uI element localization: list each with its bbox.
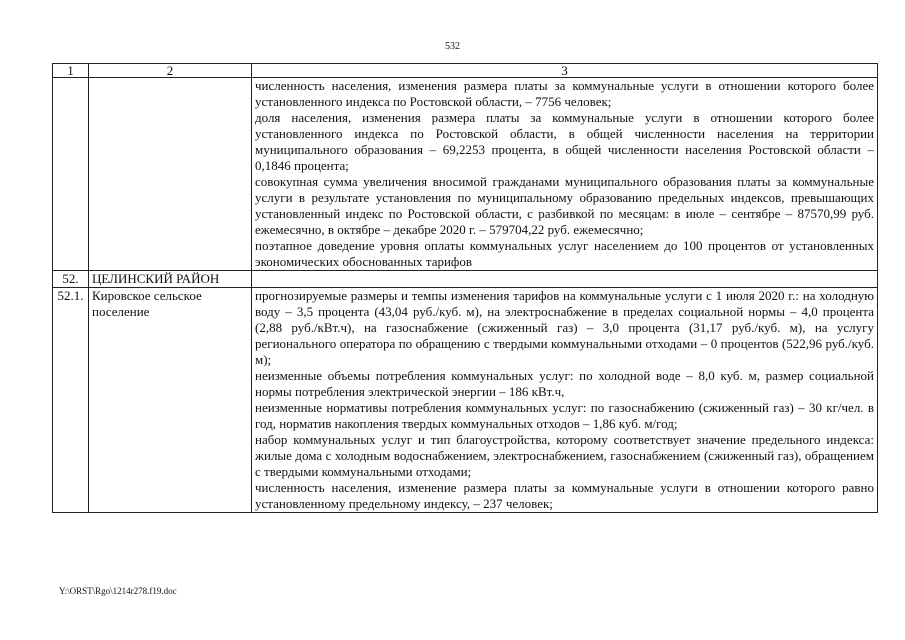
- paragraph: поэтапное доведение уровня оплаты коммунальных услуг населением до 100 процентов от установленных экономических обоснованных тарифов: [255, 238, 874, 269]
- paragraph: прогнозируемые размеры и темпы изменения тарифов на коммунальные услуги с 1 июля 2020 г.: на холодную воду – 3,5 процента (43,04 руб./куб. м), на электроснабжение в пределах социальной нормы – 4,0 процента (2,88 руб./кВт.ч), на газоснабжение (сжиженный газ) – 3,0 процента (31,17 руб./куб. м), на услугу регионального оператора по обращению с твердыми коммунальными отходами – 0 процентов (522,96 руб./куб. м);: [255, 288, 874, 367]
- settlement-name-cell: Кировское сельское поселение: [89, 288, 252, 513]
- row-number-cell: [53, 78, 89, 271]
- page-number: 532: [445, 41, 460, 52]
- column-header-2: 2: [89, 64, 252, 78]
- tariff-table: [52, 63, 878, 513]
- district-text-cell: [252, 271, 878, 288]
- district-number-cell: 52.: [53, 271, 89, 288]
- table-row-district: [53, 271, 878, 288]
- paragraph: неизменные нормативы потребления коммунальных услуг: по газоснабжению (сжиженный газ) – 30 кг/чел. в год, норматив накопления твердых коммунальных отходов – 1,86 куб. м/год;: [255, 400, 874, 431]
- district-name-cell: ЦЕЛИНСКИЙ РАЙОН: [89, 271, 252, 288]
- row-name-cell: [89, 78, 252, 271]
- paragraph: численность населения, изменение размера платы за коммунальные услуги в отношении которого равно установленному предельному индексу, – 237 человек;: [255, 480, 874, 511]
- footer-file-path: Y:\ORST\Rgo\1214r278.f19.doc: [59, 586, 177, 596]
- column-header-1: 1: [53, 64, 89, 78]
- table-row-settlement: [53, 288, 878, 513]
- column-header-3: 3: [252, 64, 878, 78]
- paragraph: численность населения, изменения размера платы за коммунальные услуги в отношении которого более установленного индекса по Ростовской области, – 7756 человек;: [255, 78, 874, 109]
- paragraph: доля населения, изменения размера платы за коммунальные услуги в отношении которого более установленного индекса по Ростовской области, в общей численности населения на территории муниципального образования – 69,2253 процента, в общей численности населения Ростовской области – 0,1846 процента;: [255, 110, 874, 173]
- settlement-number-cell: 52.1.: [53, 288, 89, 513]
- row-text-cell: [252, 78, 878, 271]
- paragraph: совокупная сумма увеличения вносимой гражданами муниципального образования платы за коммунальные услуги в результате установления по муниципальному образованию предельных индексов, превышающих установленный индекс по Ростовской области, с разбивкой по месяцам: в июле – сентябре – 87570,99 руб. ежемесячно, в октябре – декабре 2020 г. – 579704,22 руб. ежемесячно;: [255, 174, 874, 237]
- table-row-continued: [53, 78, 878, 271]
- paragraph: неизменные объемы потребления коммунальных услуг: по холодной воде – 8,0 куб. м, размер социальной нормы потребления электрической энергии – 186 кВт.ч,: [255, 368, 874, 399]
- settlement-text-cell: [252, 288, 878, 513]
- paragraph: набор коммунальных услуг и тип благоустройства, которому соответствует значение предельного индекса: жилые дома с холодным водоснабжением, электроснабжением, газоснабжением (сжиженный газ), обращением с твердыми коммунальными отходами;: [255, 432, 874, 479]
- table-header-row: [53, 64, 878, 78]
